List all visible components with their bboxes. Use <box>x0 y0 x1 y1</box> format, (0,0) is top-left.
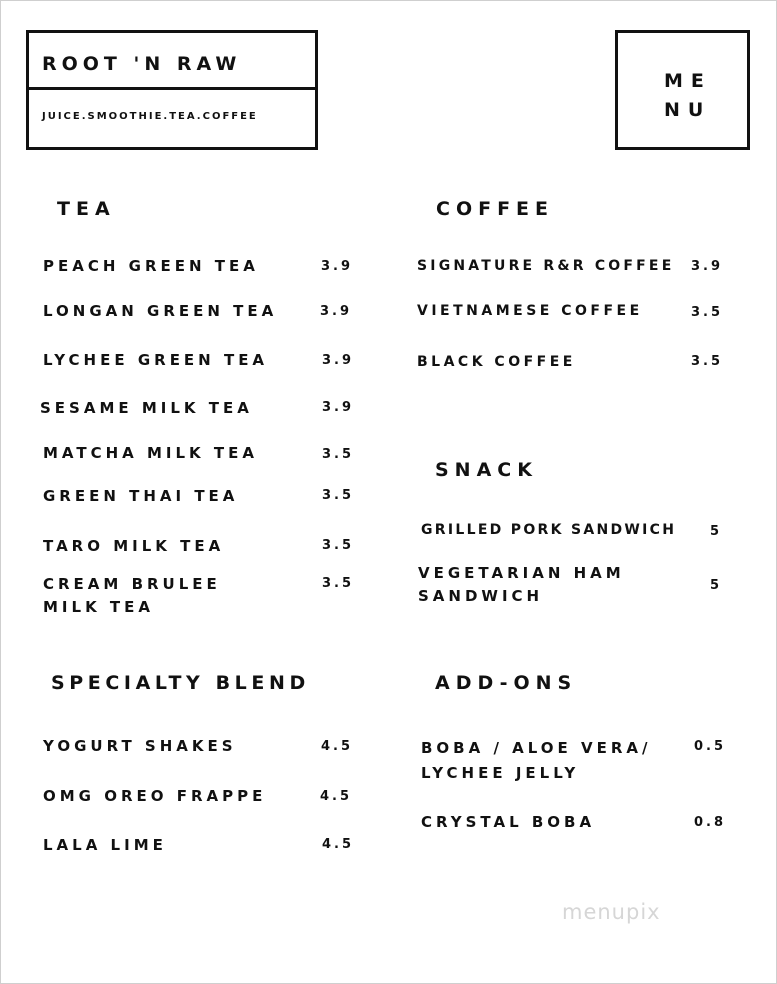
menu-item-price: 3.5 <box>322 488 355 503</box>
menu-item-price: 0.5 <box>694 739 727 754</box>
menu-item-price: 3.5 <box>691 305 724 320</box>
menu-item-price: 5 <box>710 578 723 593</box>
section-title-snack: SNACK <box>435 459 538 481</box>
menu-item-name: MATCHA MILK TEA <box>43 444 258 462</box>
menu-item-price: 3.5 <box>322 538 355 553</box>
menu-item-name: GREEN THAI TEA <box>43 487 239 505</box>
menu-label-box <box>615 30 750 150</box>
menu-item-name: LYCHEE GREEN TEA <box>43 351 269 369</box>
menu-item-price: 4.5 <box>321 739 354 754</box>
menu-item-name: VEGETARIAN HAM SANDWICH <box>418 564 625 605</box>
menu-item-name: CRYSTAL BOBA <box>421 813 596 831</box>
menu-item-name: TARO MILK TEA <box>43 537 225 555</box>
menu-item-name: VIETNAMESE COFFEE <box>417 303 643 319</box>
menu-item-name: PEACH GREEN TEA <box>43 257 259 275</box>
menu-item-price: 3.9 <box>322 400 355 415</box>
logo-divider <box>29 87 315 90</box>
menu-item-name: LALA LIME <box>43 836 167 854</box>
menu-item-price: 3.9 <box>691 259 724 274</box>
brand-name: ROOT 'N RAW <box>42 53 242 75</box>
menu-item-price: 4.5 <box>320 789 353 804</box>
menu-item-name: BLACK COFFEE <box>417 354 576 370</box>
menu-item-name: CREAM BRULEE MILK TEA <box>43 575 221 616</box>
section-title-specialty: SPECIALTY BLEND <box>51 672 310 694</box>
menu-label: MENU <box>664 70 712 121</box>
watermark-text: menupix <box>562 900 661 924</box>
menu-item-price: 4.5 <box>322 837 355 852</box>
menu-item-price: 3.9 <box>320 304 353 319</box>
menu-item-name: LONGAN GREEN TEA <box>43 302 278 320</box>
section-title-addons: ADD-ONS <box>435 672 578 694</box>
menu-item-price: 5 <box>710 524 723 539</box>
section-title-tea: TEA <box>57 198 116 220</box>
menu-item-name: GRILLED PORK SANDWICH <box>421 522 677 538</box>
menu-item-price: 3.9 <box>322 353 355 368</box>
menu-item-price: 3.5 <box>691 354 724 369</box>
menu-item-price: 3.9 <box>321 259 354 274</box>
menu-item-price: 3.5 <box>322 447 355 462</box>
menu-item-name: BOBA / ALOE VERA/ LYCHEE JELLY <box>421 739 652 782</box>
menu-item-name: SESAME MILK TEA <box>40 399 253 417</box>
brand-tagline: JUICE.SMOOTHIE.TEA.COFFEE <box>42 111 258 122</box>
menu-item-name: SIGNATURE R&R COFFEE <box>417 258 675 274</box>
menu-item-name: YOGURT SHAKES <box>43 737 237 755</box>
menu-item-price: 0.8 <box>694 815 727 830</box>
menu-item-name: OMG OREO FRAPPE <box>43 787 267 805</box>
section-title-coffee: COFFEE <box>436 198 555 220</box>
menu-item-price: 3.5 <box>322 576 355 591</box>
brand-logo-box <box>26 30 318 150</box>
